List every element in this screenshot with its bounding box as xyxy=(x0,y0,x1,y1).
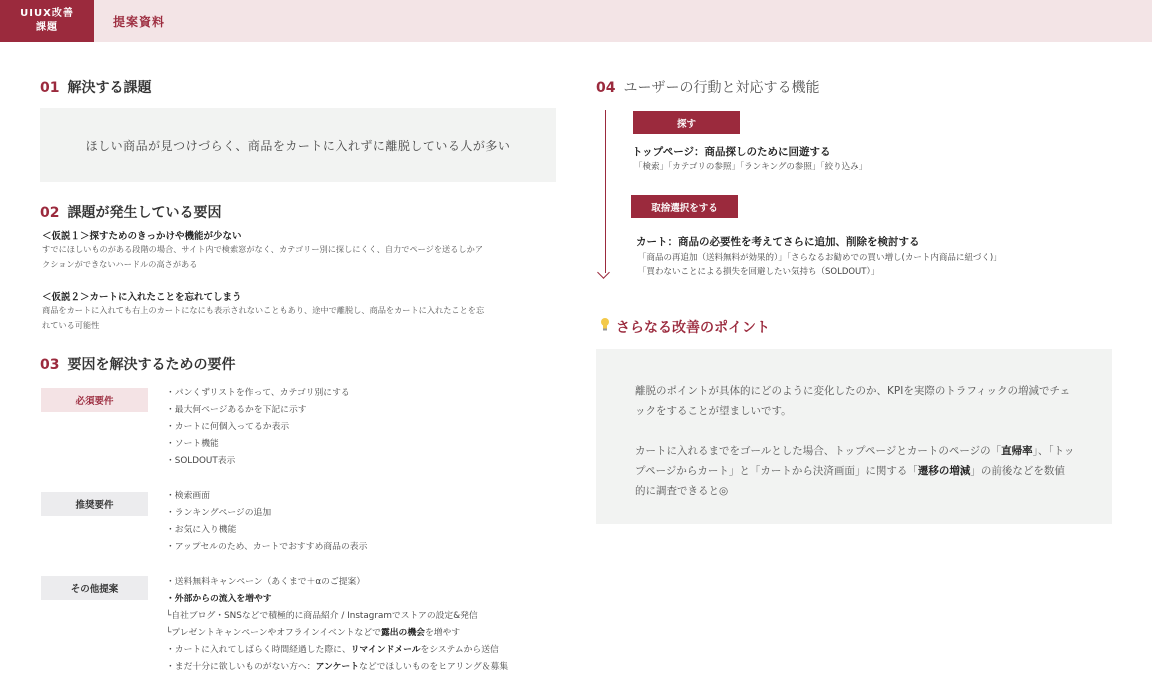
list-item xyxy=(166,642,508,659)
hypothesis-1-line-2: クションができないハードルの高さがある xyxy=(42,259,198,269)
hypothesis-2-line-2: れている可能性 xyxy=(42,320,100,330)
list-item-text: ・まだ十分に欲しいものがない方へ： xyxy=(166,662,316,672)
section-title: 課題が発生している要因 xyxy=(67,205,222,221)
emphasis-text: 遷移の増減 xyxy=(917,465,971,477)
emphasis-text: リマインドメール xyxy=(350,645,421,655)
list-item: ・検索画面 xyxy=(166,491,210,501)
section-number: 02 xyxy=(40,205,60,221)
section-tag xyxy=(0,0,94,42)
recommended-list xyxy=(166,488,367,556)
hypothesis-1-line-1: すでにほしいものがある段階の場合、サイト内で検索窓がなく、カテゴリー別に探しにくく、自力でページを送るしかア xyxy=(42,244,483,254)
hypothesis-2-line-1: 商品をカートに入れても右上のカートになにも表示されないこともあり、途中で離脱し、商品をカートに入れたことを忘 xyxy=(42,305,485,315)
list-item: ・お気に入り機能 xyxy=(166,525,237,535)
section-title: 要因を解決するための要件 xyxy=(67,357,236,373)
arrow-down-icon xyxy=(597,266,610,279)
section-02-heading xyxy=(40,202,221,222)
emphasis-text: 直帰率 xyxy=(1001,445,1033,457)
stage-select-title: カート：商品の必要性を考えてさらに追加、削除を検討する xyxy=(636,236,920,248)
improvement-paragraph-1: 離脱のポイントが具体的にどのように変化したのか、KPIを実際のトラフィックの増減でチェックをすることが望ましいです。 xyxy=(635,385,1071,417)
stage-select-label: 取捨選択をする xyxy=(631,195,738,218)
header-bar xyxy=(0,0,1152,42)
paragraph-text: カートに入れるまでをゴールとした場合、トップページとカートのページの「 xyxy=(635,445,1002,457)
recommended-label: 推奨要件 xyxy=(41,492,148,516)
emphasis-text: 露出の機会 xyxy=(380,628,425,638)
stage-search-desc: 「検索」「カテゴリの参照」「ランキングの参照」「絞り込み」 xyxy=(634,162,868,172)
issue-text: ほしい商品が見つけづらく、商品をカートに入れずに離脱している人が多い xyxy=(85,138,511,153)
stage-search-label: 探す xyxy=(633,111,740,134)
improvement-points-box xyxy=(596,349,1112,524)
required-label: 必須要件 xyxy=(41,388,148,412)
lightbulb-icon xyxy=(600,317,610,331)
section-title: 解決する課題 xyxy=(67,80,152,96)
tag-line-2: 課題 xyxy=(36,22,58,33)
breadcrumb: 提案資料 xyxy=(113,15,166,29)
list-item: ・ランキングページの追加 xyxy=(166,508,272,518)
list-item xyxy=(166,591,508,608)
list-item: └自社ブログ・SNSなどで積極的に商品紹介 / Instagramでストアの設定&発信 xyxy=(166,611,478,621)
hypothesis-1-body xyxy=(42,242,534,272)
flow-line xyxy=(605,110,606,273)
issue-box xyxy=(40,108,556,182)
emphasis-text: ・外部からの流入を増やす xyxy=(166,594,272,604)
section-number: 04 xyxy=(596,80,616,96)
paragraph-text: 」、「トップページからカート」と「カートから決済画面」に関する「 xyxy=(635,445,1075,477)
hypothesis-1-title: ＜仮説１＞探すためのきっかけや機能が少ない xyxy=(42,231,242,242)
list-item: ・アップセルのため、カートでおすすめ商品の表示 xyxy=(166,542,368,552)
list-item: ・パンくずリストを作って、カテゴリ別にする xyxy=(166,388,350,398)
hypothesis-2-title: ＜仮説２＞カートに入れたことを忘れてしまう xyxy=(42,292,242,303)
improvement-paragraph-2 xyxy=(635,441,1075,501)
stage-select-desc xyxy=(638,251,1002,279)
section-number: 03 xyxy=(40,357,60,373)
paragraph-text: 」の前後などを数値的に調査できると◎ xyxy=(635,465,1065,497)
list-item: ・最大何ページあるかを下記に示す xyxy=(166,405,307,415)
stage-search-title: トップページ：商品探しのために回遊する xyxy=(632,146,831,158)
tag-line-1: UIUX改善 xyxy=(20,8,74,19)
list-item xyxy=(166,625,508,642)
improvement-points-title: さらなる改善のポイント xyxy=(616,320,770,336)
section-03-heading xyxy=(40,354,235,374)
other-proposals-list xyxy=(166,574,508,676)
list-item-text: をシステムから送信 xyxy=(420,645,499,655)
list-item-text: └プレゼントキャンペーンやオフラインイベントなどで xyxy=(166,628,381,638)
emphasis-text: アンケート xyxy=(315,662,360,672)
list-item-text: などでほしいものをヒアリング＆募集 xyxy=(359,662,509,672)
list-item-text: を増やす xyxy=(424,628,461,638)
section-04-heading xyxy=(596,77,819,97)
list-item: ・SOLDOUT表示 xyxy=(166,456,236,466)
hypothesis-2-body xyxy=(42,303,534,333)
list-item: ・カートに何個入ってるか表示 xyxy=(166,422,290,432)
section-number: 01 xyxy=(40,80,60,96)
stage-select-desc-line-1: 「商品の再追加（送料無料が効果的）」「さらなるお勧めでの買い増し(カート内商品に紐づく)」 xyxy=(638,253,1002,263)
list-item: ・ソート機能 xyxy=(166,439,219,449)
list-item: ・送料無料キャンペーン（あくまで＋αのご提案） xyxy=(166,577,366,587)
required-list xyxy=(166,385,350,470)
section-title: ユーザーの行動と対応する機能 xyxy=(623,80,820,96)
list-item-text: ・カートに入れてしばらく時間経過した際に、 xyxy=(166,645,351,655)
list-item xyxy=(166,659,508,676)
other-proposals-label: その他提案 xyxy=(41,576,148,600)
section-01-heading xyxy=(40,77,151,97)
stage-select-desc-line-2: 「買わないことによる損失を回避したい気持ち（SOLDOUT）」 xyxy=(638,267,880,277)
